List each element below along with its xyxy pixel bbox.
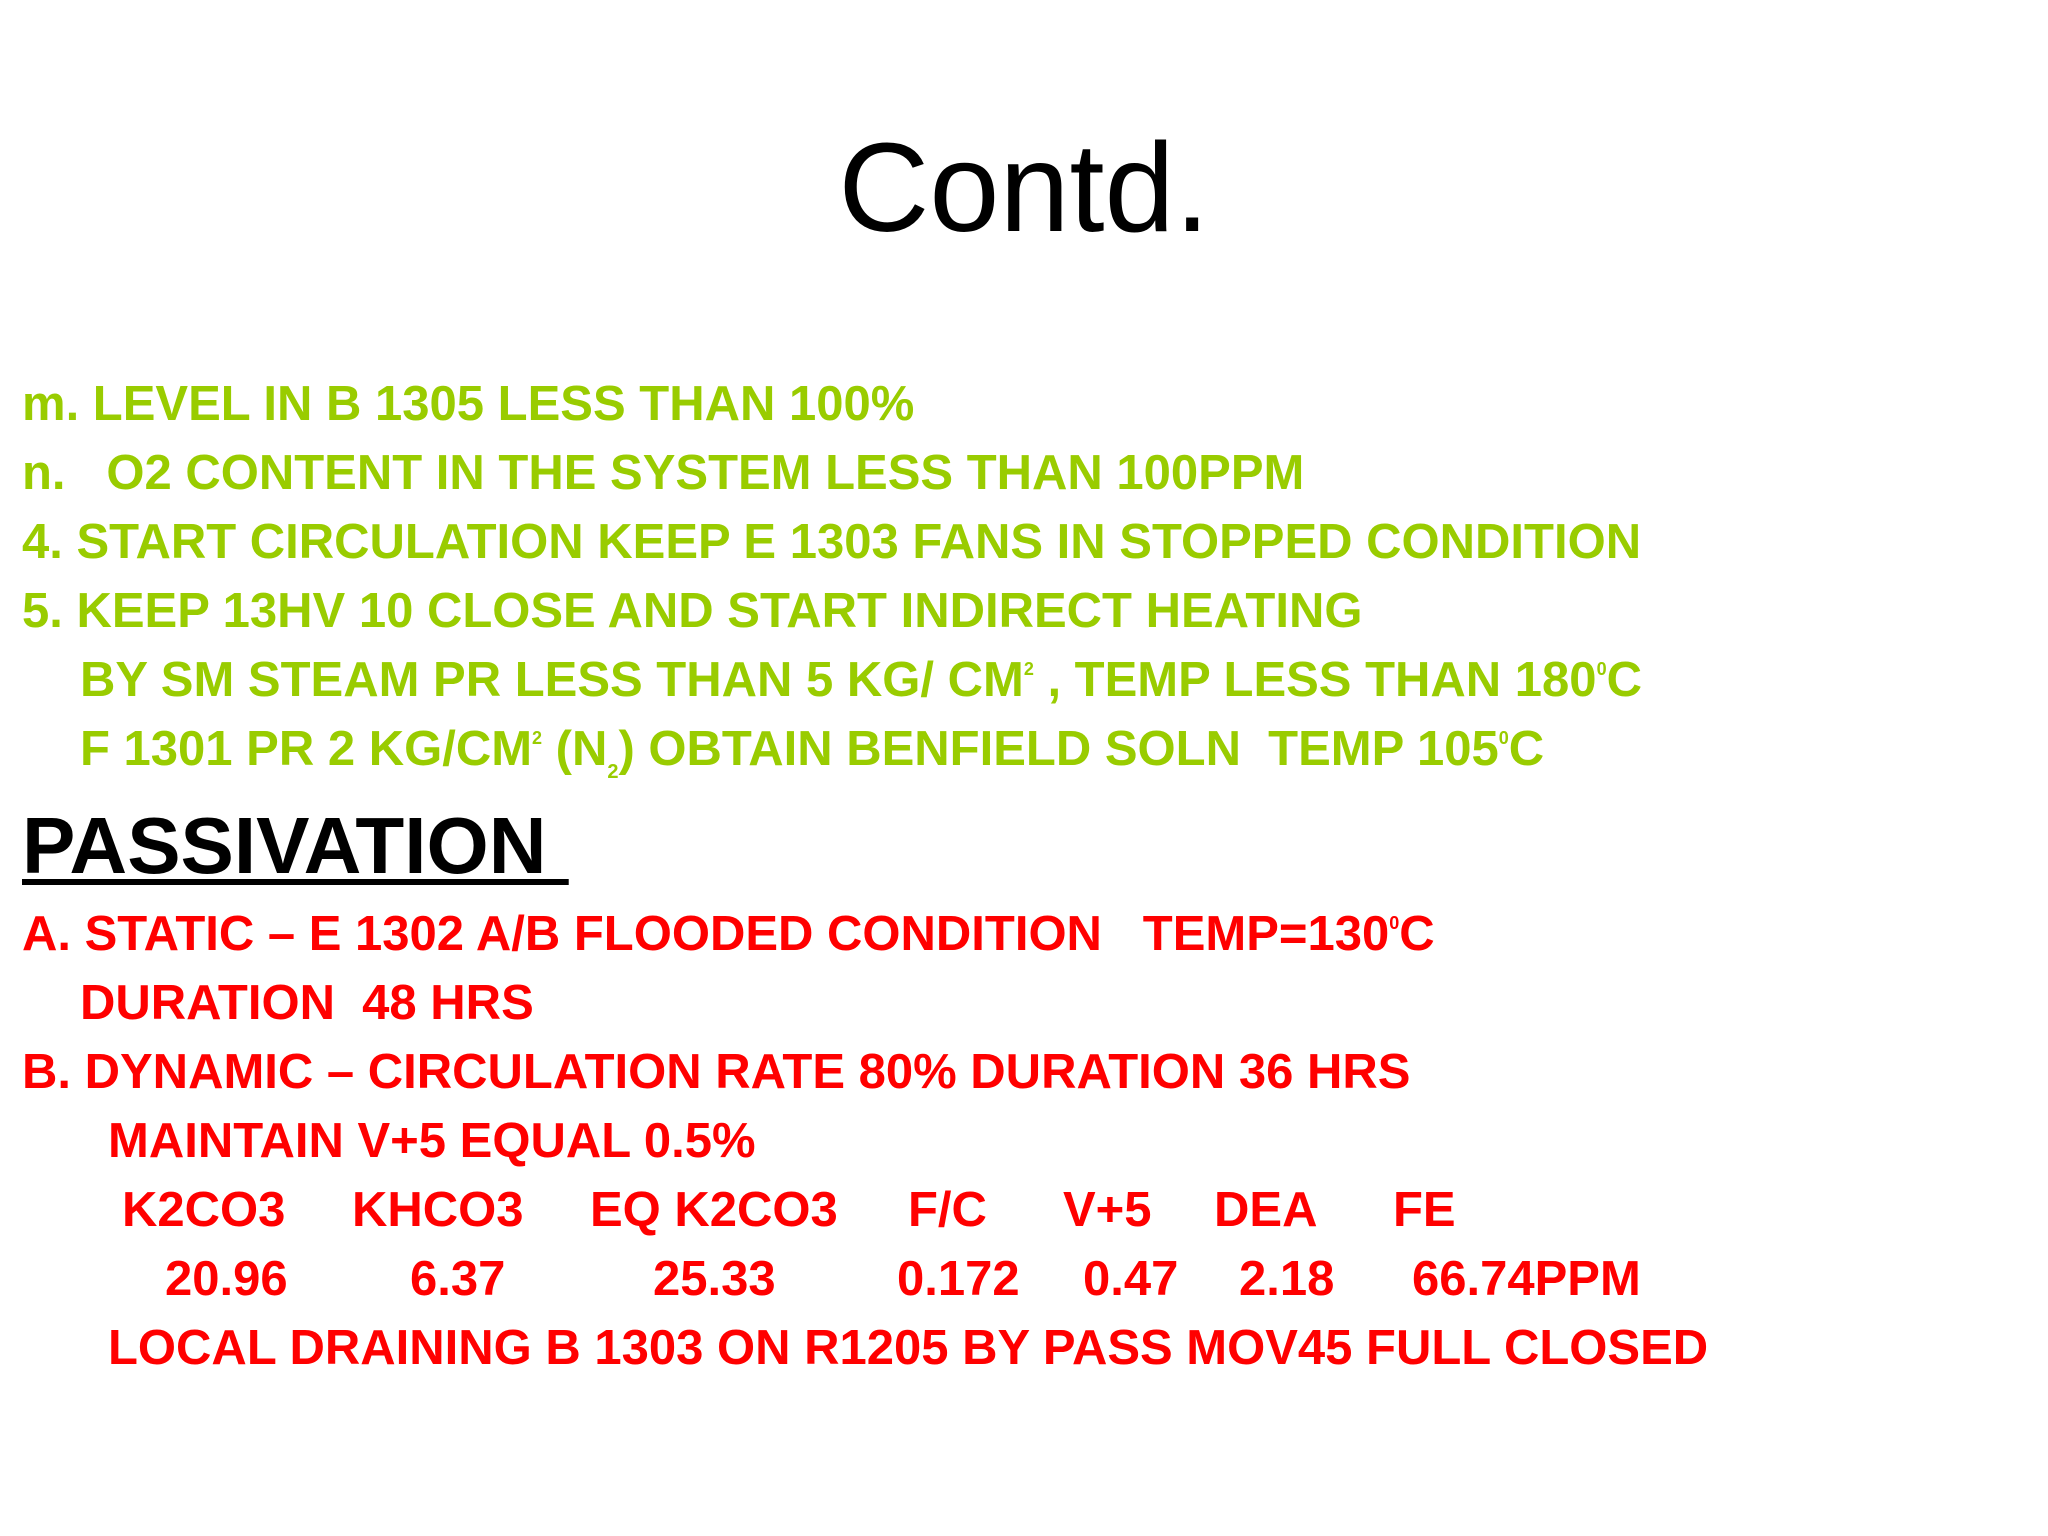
table-value-cell: 66.74PPM bbox=[1412, 1252, 1641, 1306]
table-value-cell: 25.33 bbox=[653, 1252, 776, 1306]
passivation-heading: PASSIVATION bbox=[22, 801, 569, 890]
slide-title: Contd. bbox=[838, 117, 1210, 258]
table-value-cell: 6.37 bbox=[410, 1252, 506, 1306]
condition-n: n. O2 CONTENT IN THE SYSTEM LESS THAN 100PPM bbox=[22, 446, 1305, 500]
static-passivation: A. STATIC – E 1302 A/B FLOODED CONDITION $TEMP=130^0C$ bbox=[22, 907, 1435, 961]
table-value-cell: 0.47 bbox=[1083, 1252, 1179, 1306]
table-value-cell: 20.96 bbox=[165, 1252, 288, 1306]
dynamic-passivation: B. DYNAMIC – CIRCULATION RATE 80% DURATION 36 HRS bbox=[22, 1045, 1411, 1099]
step-4: 4. START CIRCULATION KEEP E 1303 FANS IN STOPPED CONDITION bbox=[22, 515, 1642, 569]
condition-m: m. LEVEL IN B 1305 LESS THAN 100% bbox=[22, 377, 915, 431]
table-value-cell: 0.172 bbox=[897, 1252, 1020, 1306]
table-header-cell: DEA bbox=[1214, 1183, 1318, 1237]
table-header-cell: F/C bbox=[908, 1183, 987, 1237]
table-header-cell: EQ K2CO3 bbox=[590, 1183, 838, 1237]
step-5: 5. KEEP 13HV 10 CLOSE AND START INDIRECT HEATING bbox=[22, 584, 1363, 638]
step-5-line-2: BY SM STEAM PR LESS THAN 5 KG/ $CM^2$ , TEMP LESS THAN $180^0C$ bbox=[80, 653, 1642, 707]
static-duration: DURATION 48 HRS bbox=[80, 976, 534, 1030]
table-header-cell: FE bbox=[1393, 1183, 1456, 1237]
table-header-cell: V+5 bbox=[1063, 1183, 1152, 1237]
table-header-cell: K2CO3 bbox=[122, 1183, 286, 1237]
maintain-line: MAINTAIN V+5 EQUAL 0.5% bbox=[108, 1114, 756, 1168]
local-draining: LOCAL DRAINING B 1303 ON R1205 BY PASS MOV45 FULL CLOSED bbox=[108, 1321, 1709, 1375]
table-value-cell: 2.18 bbox=[1239, 1252, 1335, 1306]
table-header-cell: KHCO3 bbox=[352, 1183, 524, 1237]
step-5-line-3: F 1301 PR 2 $KG/CM^2$ (N2) OBTAIN BENFIELD SOLN TEMP $105^0C$ bbox=[80, 722, 1545, 783]
